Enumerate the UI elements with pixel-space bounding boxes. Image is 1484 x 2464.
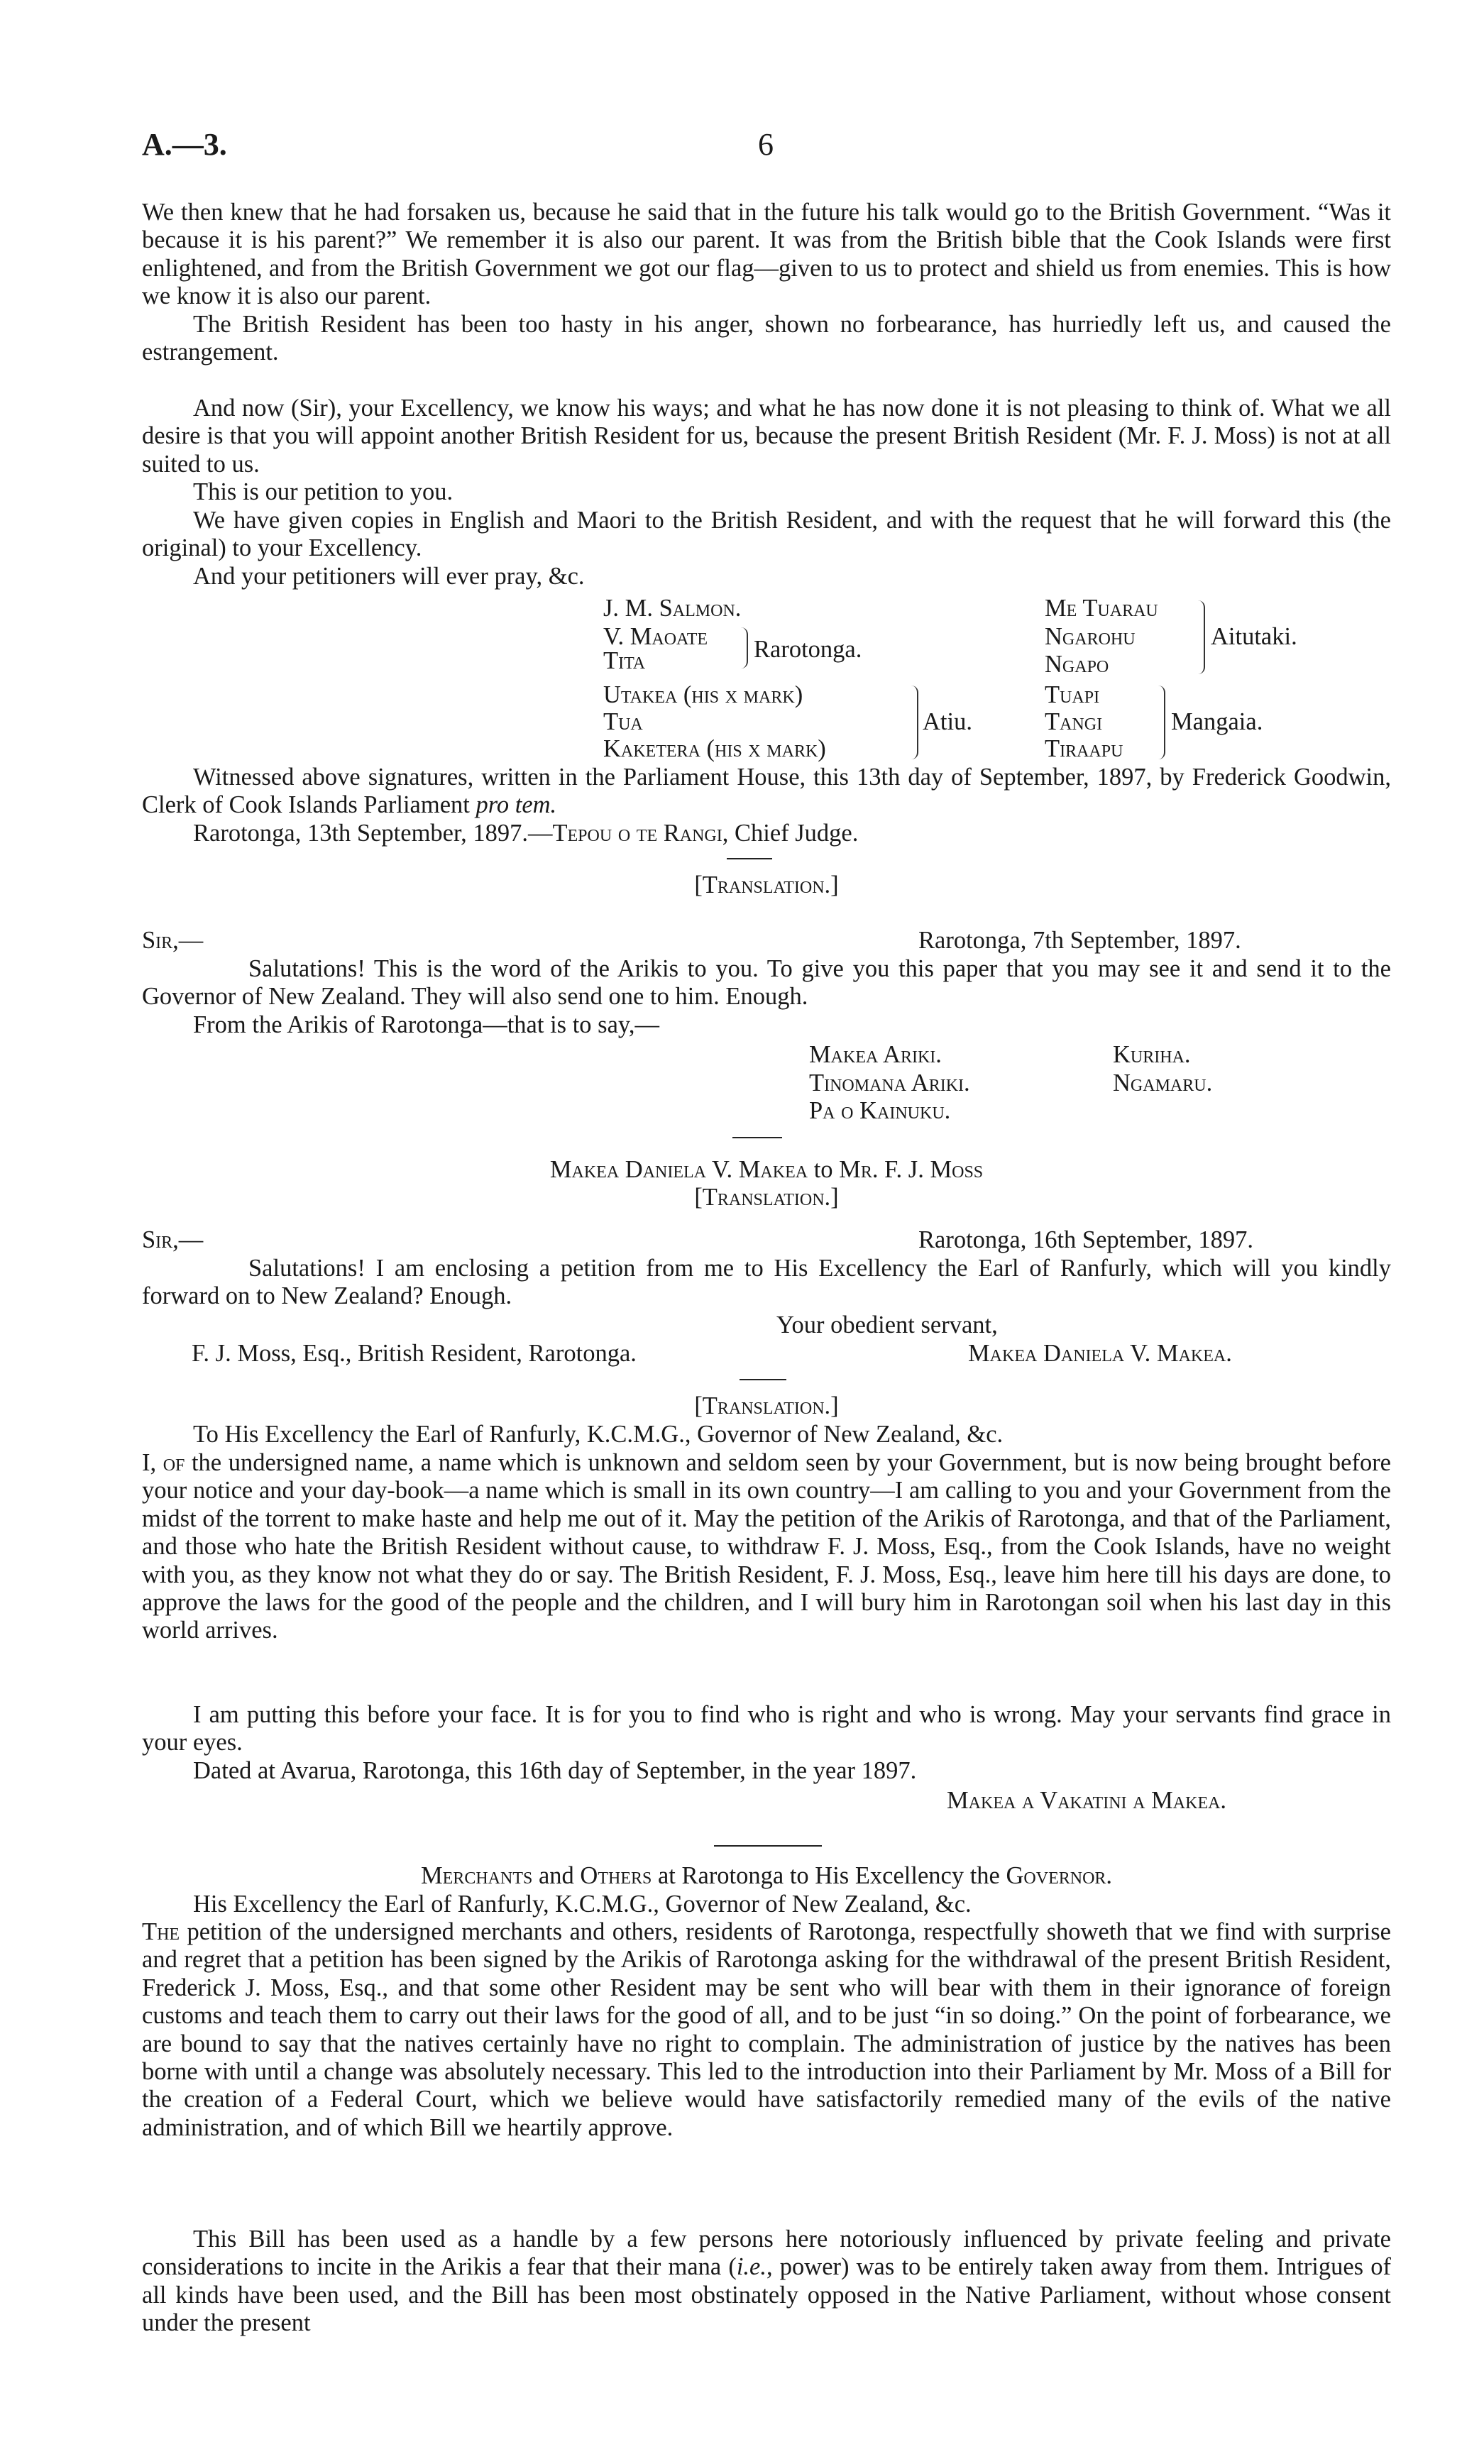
witness-statement [142,764,1391,820]
letter4-body-the: The [142,1918,180,1945]
signature-ngapo: Ngapo [1045,651,1109,678]
letter2-heading-to: to [808,1156,840,1183]
letter4-heading-middle: at Rarotonga to His Excellency the [652,1862,1006,1889]
signature-kaketera: Kaketera (his x mark) [603,735,826,762]
letter1-sig-ngamaru: Ngamaru. [1113,1069,1213,1096]
brace-aitutaki [1197,600,1205,674]
letter2-addressee: F. J. Moss, Esq., British Resident, Rarotonga. [192,1340,637,1367]
signature-tiraapu: Tiraapu [1045,735,1123,762]
paragraph-6: And your petitioners will ever pray, &c. [193,563,585,590]
signature-salmon: J. M. Salmon. [603,595,742,622]
letter3-body2: I am putting this before your face. It is for you to find who is right and who is wrong. May your servants find grace in your eyes. [142,1701,1391,1756]
brace-mangaia [1157,686,1165,759]
letter2-closing: Your obedient servant, [776,1311,998,1338]
letter1-sig-tinomana: Tinomana Ariki. [809,1069,970,1096]
letter1-place-date: Rarotonga, 7th September, 1897. [918,927,1241,954]
letter1-body: Salutations! This is the word of the Arikis to you. To give you this paper that you may see it and send it to the Governor of New Zealand. They will also send one to him. Enough. [142,955,1391,1011]
letter3-body [142,1449,1391,1645]
letter2-salutation: Sir,— [142,1226,204,1253]
letter1-sig-kuriha: Kuriha. [1113,1041,1191,1068]
witness-date: Rarotonga, 13th September, 1897.— [193,820,553,847]
letter1-sig-pa: Pa o Kainuku. [809,1097,951,1124]
paragraph-5: We have given copies in English and Maori to the British Resident, and with the request that he will forward this (the original) to your Excellency. [142,507,1391,562]
letter3-address: To His Excellency the Earl of Ranfurly, K.C.M.G., Governor of New Zealand, &c. [193,1421,1004,1448]
letter4-body2 [142,2226,1391,2338]
signature-utakea: Utakea (his x mark) [603,681,803,708]
letter4-body [142,1918,1391,2142]
letter2-heading [142,1156,1391,1184]
letter3-dated: Dated at Avarua, Rarotonga, this 16th day of September, in the year 1897. [193,1757,917,1784]
letter2-body: Salutations! I am enclosing a petition from me to His Excellency the Earl of Ranfurly, which will you kindly forward on to New Zealand? Enough. [142,1255,1391,1310]
letter4-heading-others: Others [580,1862,652,1889]
signature-tangi: Tangi [1045,708,1103,735]
letter3-body-start: I, [142,1449,163,1476]
letter4-address: His Excellency the Earl of Ranfurly, K.C.M.G., Governor of New Zealand, &c. [193,1891,972,1918]
witness-text: Witnessed above signatures, written in the Parliament House, this 13th day of September, 1897, by Frederick Goodwin, Clerk of Cook Islands Parliament [142,764,1391,819]
brace-atiu [910,686,918,759]
paragraph-3: And now (Sir), your Excellency, we know his ways; and what he has now done it is not pleasing to think of. What we all desire is that you will appoint another British Resident for us, because the present British Resident (Mr. F. J. Moss) is not at all suited to us. [142,395,1391,478]
letter4-heading [142,1862,1391,1890]
paragraph-4: This is our petition to you. [193,478,454,505]
section-divider-4 [714,1845,822,1847]
letter4-heading-merchants: Merchants [420,1862,533,1889]
letter2-signature: Makea Daniela V. Makea. [968,1340,1232,1367]
brace-rarotonga [740,627,748,669]
letter1-sig-makea: Makea Ariki. [809,1041,942,1068]
paragraph-2: The British Resident has been too hasty in his anger, shown no forbearance, has hurriedly left us, and caused the estrangement. [142,311,1391,366]
letter4-heading-and: and [532,1862,581,1889]
letter2-heading-recipient: Mr. F. J. Moss [839,1156,984,1183]
letter3-body-of: of [163,1449,185,1476]
paragraph-1: We then knew that he had forsaken us, because he said that in the future his talk would go to the British Government. “Was it because it is his parent?” We remember it is also our parent. It was from the British bible that the Cook Islands were first enlightened, and from the British Government we got our flag—given to us to protect and shield us from enemies. This is how we know it is also our parent. [142,199,1391,310]
section-divider-3 [740,1379,786,1380]
group-atiu: Atiu. [923,708,972,735]
group-aitutaki: Aitutaki. [1211,623,1297,650]
letter4-body-text: petition of the undersigned merchants and others, residents of Rarotonga, respectfully showeth that we find with surprise and regret that a petition has been signed by the Arikis of Rarotonga asking for the withdrawal of the present British Resident, Frederick J. Moss, Esq., and that some other Resident may be sent who will bear with them in their ignorance of foreign customs and teach them to carry out their laws for the good of all, and to be just “in so doing.” On the point of forbearance, we are bound to say that the natives certainly have no right to complain. The administration of justice by the natives has been borne with until a change was absolutely necessary. This led to the introduction into their Parliament by Mr. Moss of a Bill for the creation of a Federal Court, which we believe would have satisfactorily remedied many of the evils of the native administration, and of which Bill we heartily approve. [142,1918,1391,2141]
letter4-body2-ie: i.e. [736,2253,766,2281]
page-number: 6 [758,127,774,162]
translation-label-3: [Translation.] [694,1392,839,1419]
translation-label-1: [Translation.] [694,871,839,898]
letter4-body2-end: , power) was to be entirely taken away from them. Intrigues of all kinds have been used, and the Bill has been most obstinately opposed in the Native Parliament, without whose consent under the present [142,2253,1391,2337]
witness-judge-title: , Chief Judge. [722,820,859,847]
signature-tuarau: Me Tuarau [1045,595,1158,622]
letter4-body2-start: This Bill has been used as a handle by a few persons here notoriously influenced by private feeling and private considerations to incite in the Arikis a fear that their mana ( [142,2226,1391,2281]
document-reference: A.—3. [142,127,227,162]
signature-tuapi: Tuapi [1045,681,1100,708]
signature-maoate: V. Maoate [603,623,708,650]
group-rarotonga: Rarotonga. [754,636,862,663]
witness-date-line [142,820,1391,847]
section-divider-1 [727,858,772,859]
letter2-heading-from: Makea Daniela V. Makea [549,1156,808,1183]
letter4-heading-governor: Governor. [1006,1862,1113,1889]
letter3-signature: Makea a Vakatini a Makea. [947,1787,1227,1814]
translation-label-2: [Translation.] [694,1184,839,1211]
letter1-from: From the Arikis of Rarotonga—that is to say,— [193,1011,660,1038]
letter2-place-date: Rarotonga, 16th September, 1897. [918,1226,1253,1253]
witness-judge-name: Tepou o te Rangi [552,820,722,847]
signature-tita: Tita [603,647,646,674]
letter1-salutation: Sir,— [142,927,204,954]
letter3-body-text: the undersigned name, a name which is unknown and seldom seen by your Government, but is now being brought before your notice and your day-book—a name which is small in its own country—I am calling to you and your Government from the midst of the torrent to make haste and help me out of it. May the petition of the Arikis of Rarotonga, and that of the Parliament, and those who hate the British Resident without cause, to withdraw F. J. Moss, Esq., from the Cook Islands, have no weight with you, as they know not what they do or say. The British Resident, F. J. Moss, Esq., leave him here till his days are done, to approve the laws for the good of the people and the children, and I will bury him in Rarotongan soil when his last day in this world arrives. [142,1449,1391,1644]
signature-tua: Tua [603,708,643,735]
section-divider-2 [732,1137,782,1138]
group-mangaia: Mangaia. [1171,708,1263,735]
signature-ngarohu: Ngarohu [1045,623,1136,650]
witness-pro-tem: pro tem. [476,791,557,819]
